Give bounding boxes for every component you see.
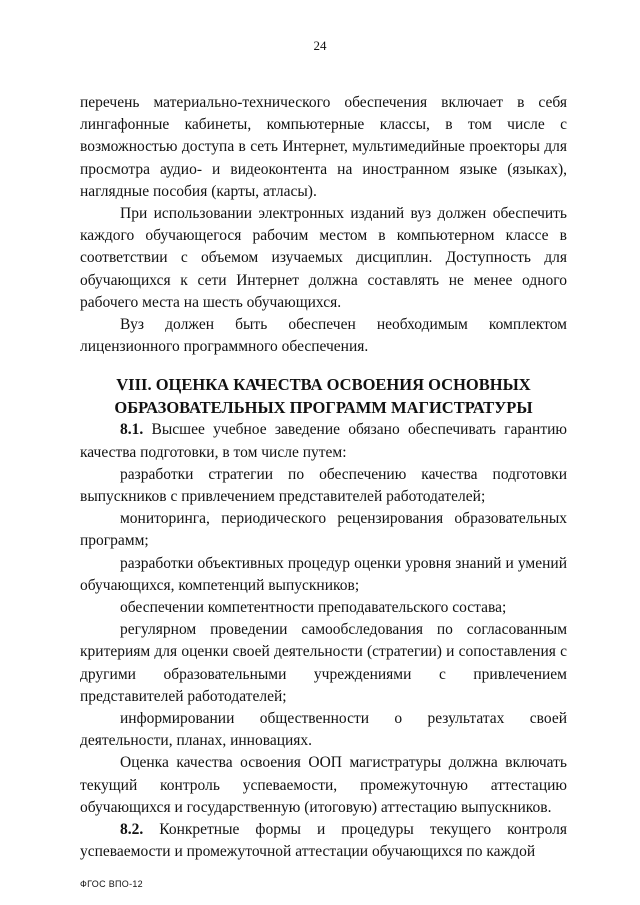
clause-8-2 bbox=[80, 819, 567, 863]
paragraph-licensed-software: Вуз должен быть обеспечен необходимым комплектом лицензионного программного обеспечения. bbox=[80, 316, 567, 356]
footer-standard-code: ФГОС ВПО-12 bbox=[80, 879, 143, 889]
paragraph-equipment-list: перечень материально-технического обеспечения включает в себя лингафонные кабинеты, компьютерные классы, в том числе с возможностью доступа в сеть Интернет, мультимедийные проекторы для просмотра аудио- и видеоконтента на иностранном языке (языках), наглядные пособия (карты, атласы). bbox=[80, 94, 567, 200]
clause-8-1-number: 8.1. bbox=[120, 421, 144, 439]
page-number: 24 bbox=[313, 38, 327, 53]
page-body bbox=[80, 92, 567, 864]
list-item-staff-competence: обеспечении компетентности преподавательского состава; bbox=[120, 599, 507, 617]
list-item-self-assessment: регулярном проведении самообследования по согласованным критериям для оценки своей деятельности (стратегии) и сопоставления с другими образовательными учреждениями с привлечением представителей работодателей; bbox=[80, 621, 567, 705]
paragraph-electronic-editions: При использовании электронных изданий вуз должен обеспечить каждого обучающегося рабочим местом в компьютерном классе в соответствии с объемом изучаемых дисциплин. Доступность для обучающихся к сети Интернет должна составлять не менее одного рабочего места на шесть обучающихся. bbox=[80, 205, 567, 311]
section-heading-line-1: VIII. ОЦЕНКА КАЧЕСТВА ОСВОЕНИЯ ОСНОВНЫХ bbox=[116, 375, 531, 395]
clause-8-2-number: 8.2. bbox=[120, 821, 144, 839]
list-item-strategy: разработки стратегии по обеспечению качества подготовки выпускников с привлечением представителей работодателей; bbox=[80, 465, 567, 506]
paragraph-quality-assessment: Оценка качества освоения ООП магистратуры должна включать текущий контроль успеваемости, промежуточную аттестацию обучающихся и государственную (итоговую) аттестацию выпускников. bbox=[80, 754, 567, 816]
clause-8-1-text: Высшее учебное заведение обязано обеспечивать гарантию качества подготовки, в том числе путем: bbox=[80, 421, 567, 461]
list-item-monitoring: мониторинга, периодического рецензирования образовательных программ; bbox=[80, 510, 567, 550]
section-gap bbox=[80, 358, 567, 367]
list-item-public-information: информировании общественности о результатах своей деятельности, планах, инновациях. bbox=[80, 710, 567, 750]
list-item-assessment-procedures: разработки объективных процедур оценки уровня знаний и умений обучающихся, компетенций выпускников; bbox=[80, 554, 567, 594]
section-heading-line-2: ОБРАЗОВАТЕЛЬНЫХ ПРОГРАММ МАГИСТРАТУРЫ bbox=[114, 398, 533, 418]
clause-8-1 bbox=[80, 419, 567, 463]
section-heading bbox=[80, 373, 567, 419]
clause-8-2-text: Конкретные формы и процедуры текущего контроля успеваемости и промежуточной аттестации обучающихся по каждой bbox=[80, 821, 567, 861]
